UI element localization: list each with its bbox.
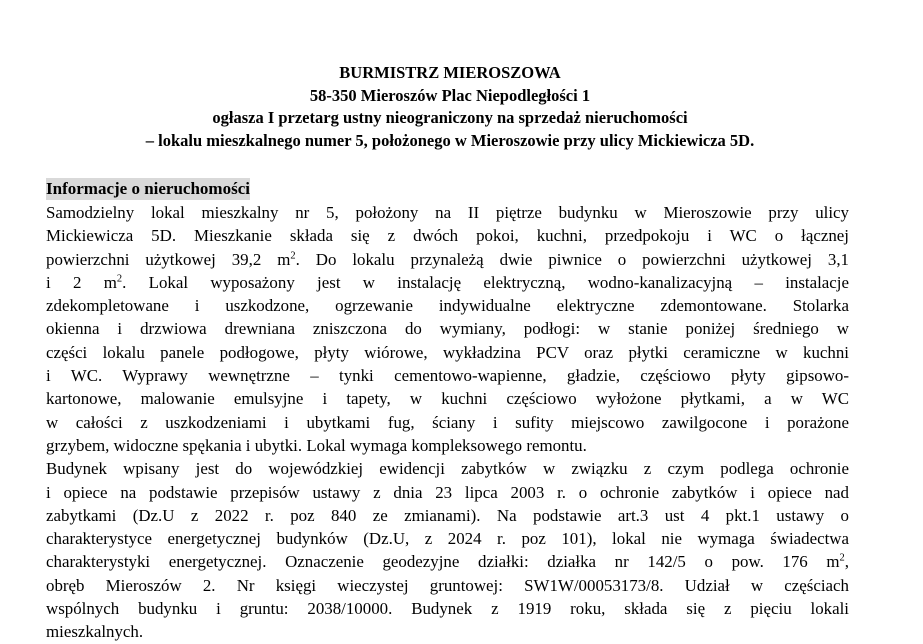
text-fragment: powierzchni użytkowej 39,2 m — [46, 249, 291, 269]
text-line: wspólnych budynku i gruntu: 2038/10000. Budynek z 1919 roku, składa się z pięciu lokali — [46, 599, 849, 619]
text-line: zabytkami (Dz.U z 2022 r. poz 840 ze zmianami). Na podstawie art.3 ust 4 pkt.1 ustawy o — [46, 505, 849, 525]
text-fragment: . Do lokalu przynależą dwie piwnice o powierzchni użytkowej 3,1 — [295, 249, 849, 269]
text-line: i opiece na podstawie przepisów ustawy z dnia 23 lipca 2003 r. o ochronie zabytków i opiece nad — [46, 482, 849, 502]
header-announcement: ogłasza I przetarg ustny nieograniczony na sprzedaż nieruchomości — [212, 108, 688, 127]
header-authority: BURMISTRZ MIEROSZOWA — [339, 63, 561, 82]
text-line — [46, 248, 849, 271]
text-line: w całości z uszkodzeniami i ubytkami fug, ściany i sufity miejscowo zawilgocone i porażone — [46, 412, 849, 432]
text-line: i WC. Wyprawy wewnętrzne – tynki cementowo-wapienne, gładzie, częściowo płyty gipsowo- — [46, 366, 849, 386]
text-line: charakterystyce energetycznej budynków (Dz.U, z 2024 r. poz 101), lokal nie wymaga świadectwa — [46, 529, 849, 549]
text-line: obręb Mieroszów 2. Nr księgi wieczystej gruntowej: SW1W/00053173/8. Udział w częściach — [46, 575, 849, 595]
text-line: zdekompletowane i uszkodzone, ogrzewanie indywidualne elektryczne zdemontowane. Stolarka — [46, 296, 849, 316]
text-line: okienna i drzwiowa drewniana zniszczona do wymiany, podłogi: w stanie poniżej średniego w — [46, 319, 849, 339]
superscript: 2 — [839, 552, 845, 564]
announcement-header — [0, 62, 900, 152]
text-line: Mickiewicza 5D. Mieszkanie składa się z dwóch pokoi, kuchni, przedpokoju i WC o łącznej — [46, 226, 849, 246]
text-line: Samodzielny lokal mieszkalny nr 5, położony na II piętrze budynku w Mieroszowie przy ulicy — [46, 203, 849, 222]
text-line: kartonowe, malowanie emulsyjne i tapety, w kuchni częściowo wyłożone płytkami, a w WC — [46, 389, 849, 409]
text-line — [46, 271, 849, 294]
header-subject: – lokalu mieszkalnego numer 5, położonego w Mieroszowie przy ulicy Mickiewicza 5D. — [145, 130, 755, 150]
text-line: grzybem, widoczne spękania i ubytki. Lokal wymaga kompleksowego remontu. — [46, 435, 587, 455]
text-fragment: . Lokal wyposażony jest w instalację elektryczną, wodno-kanalizacyjną – instalacje — [122, 272, 849, 292]
header-address: 58-350 Mieroszów Plac Niepodległości 1 — [309, 85, 591, 105]
property-description — [46, 201, 849, 644]
superscript: 2 — [290, 249, 296, 261]
text-fragment: i 2 m — [46, 272, 117, 292]
text-line: Budynek wpisany jest do wojewódzkiej ewidencji zabytków w związku z czym podlega ochronie — [46, 459, 849, 479]
text-fragment: , — [844, 552, 849, 572]
text-line: mieszkalnych. — [46, 622, 144, 642]
section-heading: Informacje o nieruchomości — [46, 179, 250, 198]
superscript: 2 — [116, 273, 123, 285]
paragraph-apartment — [46, 201, 849, 457]
text-line: części lokalu panele podłogowe, płyty wiórowe, wykładzina PCV oraz płytki ceramiczne w kuchni — [46, 342, 849, 362]
paragraph-building — [46, 457, 849, 643]
text-fragment: charakterystyki energetycznej. Oznaczenie geodezyjne działki: działka nr 142/5 o pow. 176 m — [46, 552, 840, 572]
text-line — [46, 550, 849, 573]
